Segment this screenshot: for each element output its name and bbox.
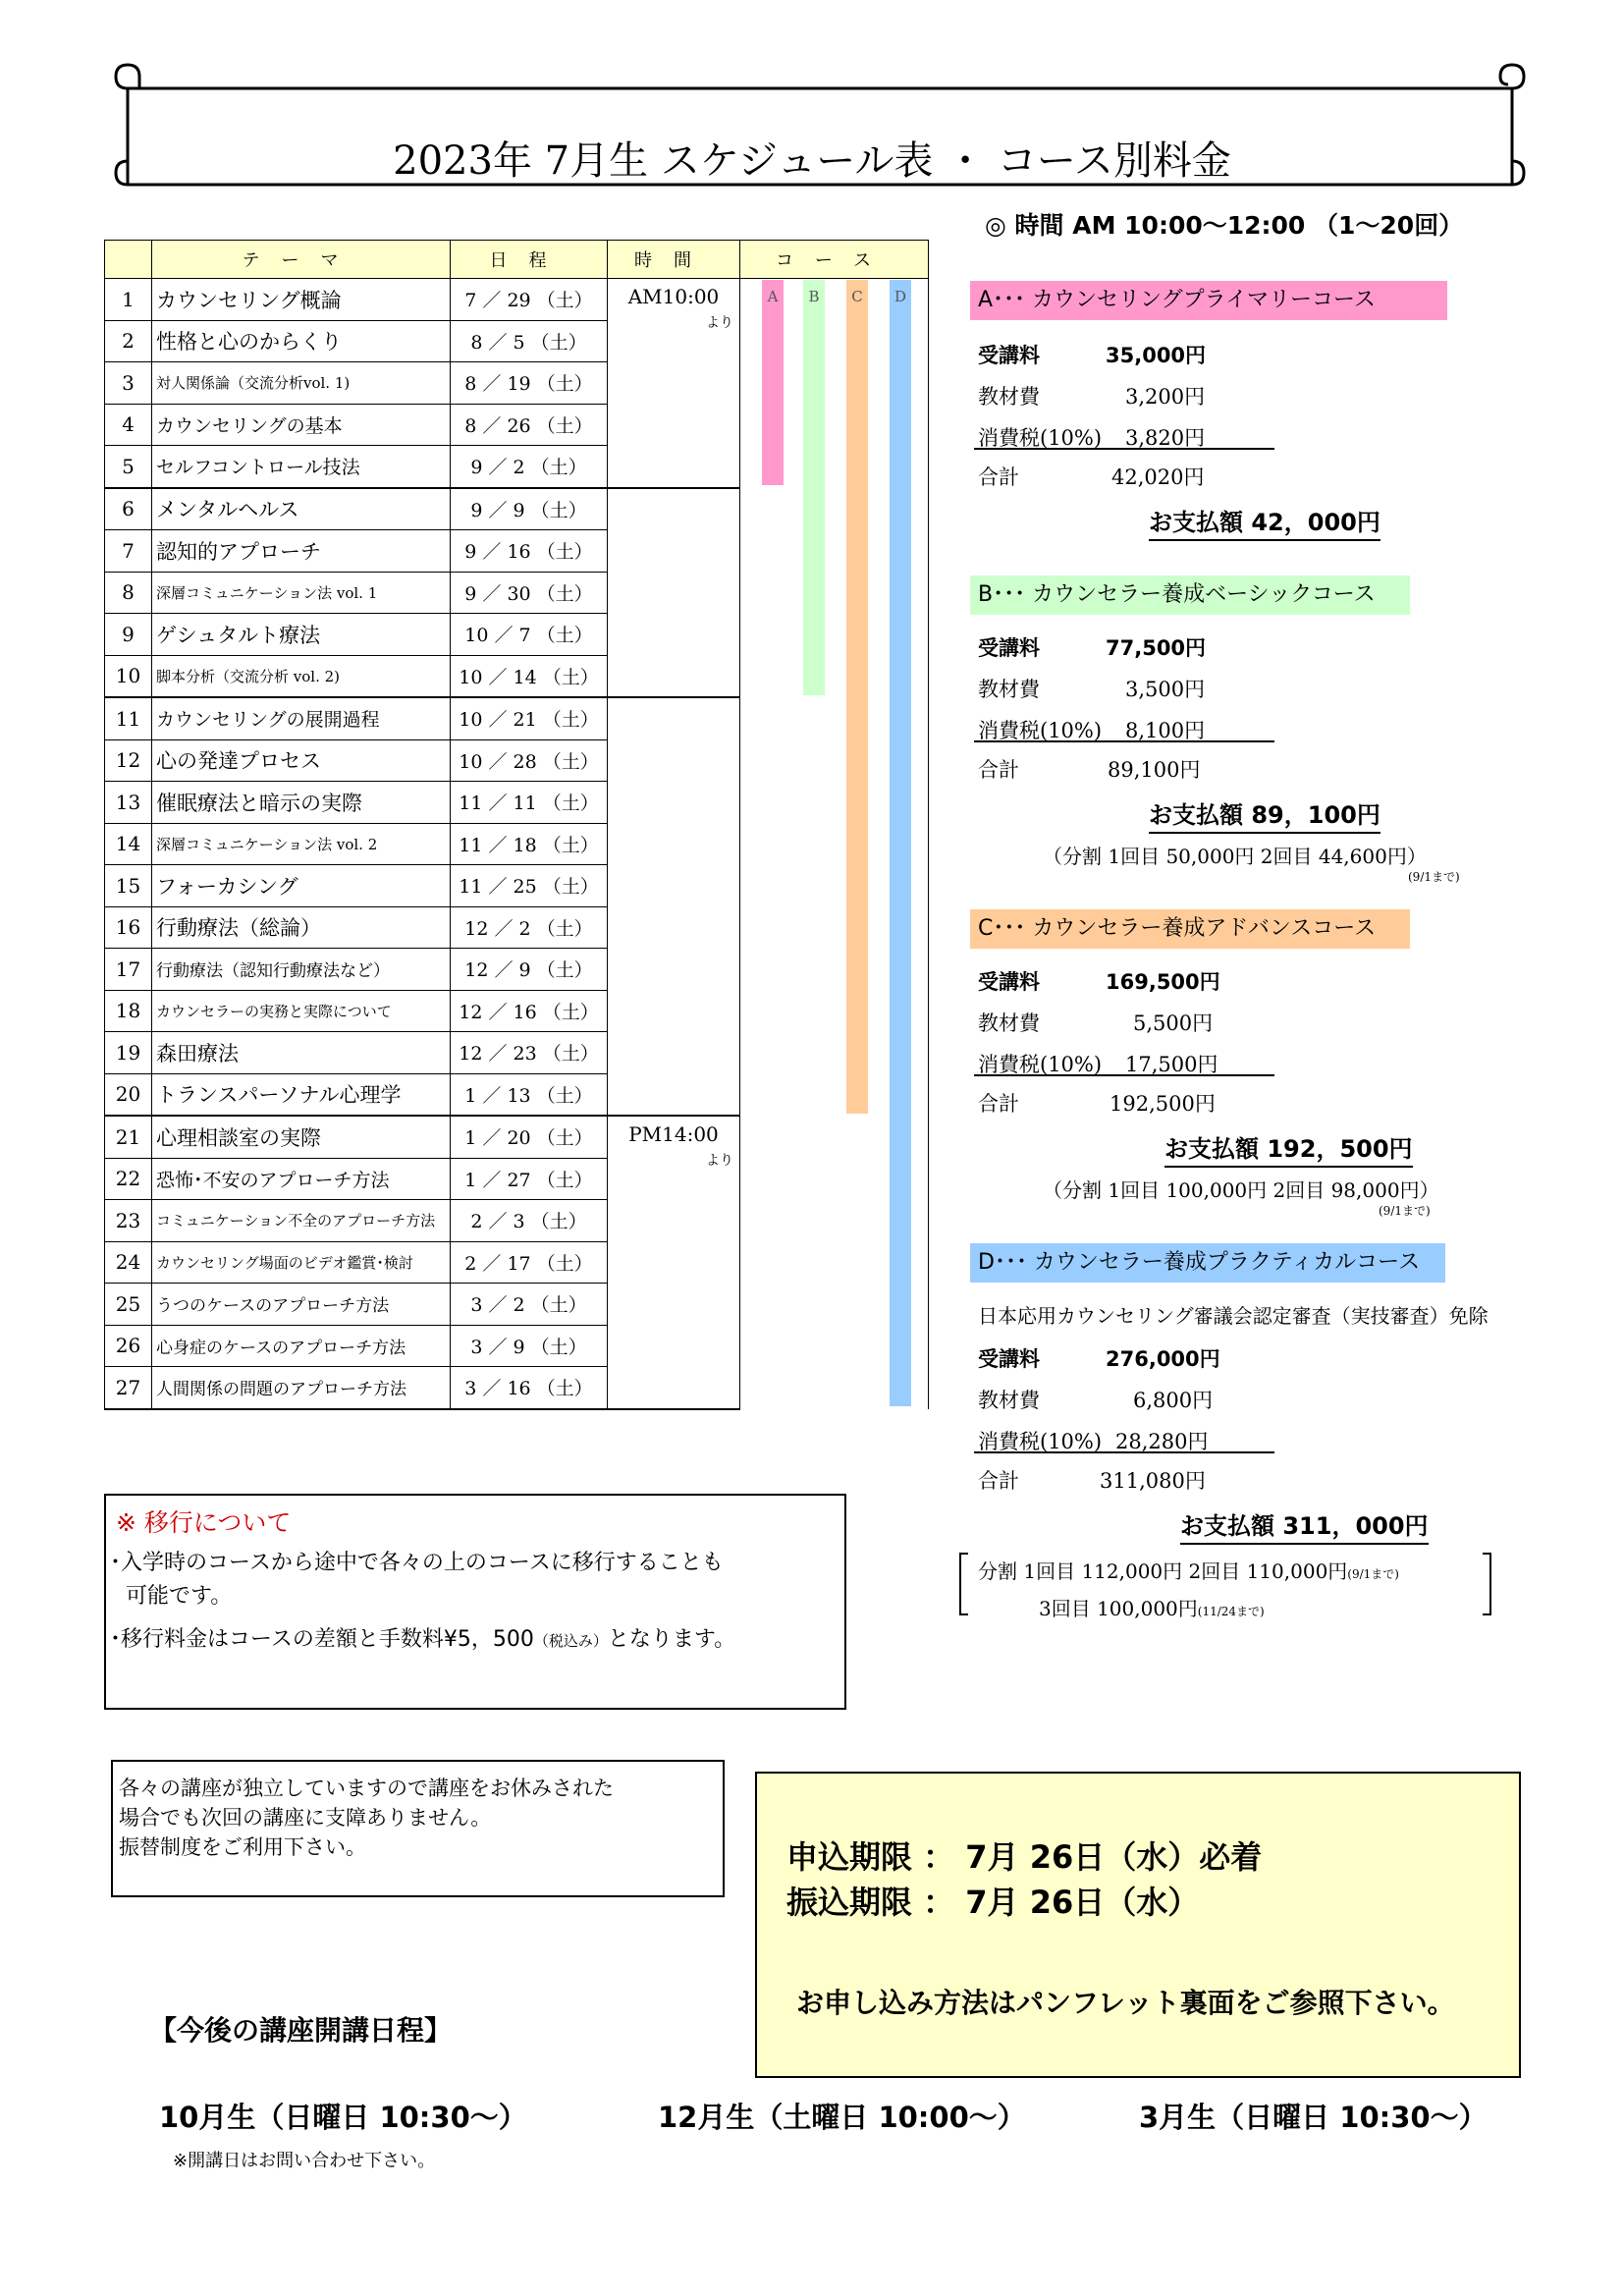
fee-a-material: 教材費 3,200円 bbox=[978, 385, 1206, 409]
fee-b-tuition: 受講料 77,500円 bbox=[978, 636, 1207, 660]
independent-note-box bbox=[111, 1760, 725, 1897]
row-date: 10 ／ 14 （土） bbox=[451, 655, 608, 697]
header-theme: テーマ bbox=[152, 241, 451, 279]
row-date: 8 ／ 5 （土） bbox=[451, 320, 608, 362]
row-number: 17 bbox=[105, 949, 152, 991]
transfer-box bbox=[104, 1494, 846, 1710]
row-theme: カウンセラーの実務と実際について bbox=[152, 990, 451, 1032]
application-method: お申し込み方法はパンフレット裏面をご参照下さい。 bbox=[796, 1987, 1455, 2019]
row-number: 27 bbox=[105, 1367, 152, 1409]
row-number: 16 bbox=[105, 906, 152, 949]
row-date: 10 ／ 28 （土） bbox=[451, 739, 608, 782]
fee-d-tuition: 受講料 276,000円 bbox=[978, 1347, 1220, 1371]
row-date: 9 ／ 2 （土） bbox=[451, 446, 608, 488]
row-date: 10 ／ 7 （土） bbox=[451, 614, 608, 656]
row-date: 2 ／ 3 （土） bbox=[451, 1200, 608, 1242]
row-time bbox=[608, 279, 740, 488]
future-title: 【今後の講座開講日程】 bbox=[149, 2014, 453, 2047]
fee-b-subtotal: 合計 89,100円 bbox=[978, 758, 1201, 782]
row-number: 9 bbox=[105, 614, 152, 656]
row-theme: カウンセリング概論 bbox=[152, 279, 451, 321]
row-date: 11 ／ 11 （土） bbox=[451, 782, 608, 824]
row-number: 12 bbox=[105, 739, 152, 782]
row-date: 12 ／ 23 （土） bbox=[451, 1032, 608, 1074]
fee-header-c: C･･･ カウンセラー養成アドバンスコース bbox=[970, 909, 1410, 949]
header-time: 時間 bbox=[608, 241, 740, 279]
row-date: 1 ／ 20 （土） bbox=[451, 1116, 608, 1158]
row-theme: うつのケースのアプローチ方法 bbox=[152, 1284, 451, 1326]
row-theme: 深層コミュニケーション法 vol. 2 bbox=[152, 823, 451, 865]
fee-d-split2: 3回目 100,000円(11/24まで) bbox=[1039, 1597, 1265, 1620]
course-label-a: A bbox=[767, 288, 779, 305]
independent-line-1: 各々の講座が独立していますので講座をお休みされた bbox=[119, 1777, 614, 1800]
row-date: 1 ／ 13 （土） bbox=[451, 1073, 608, 1116]
transfer-line-1: ･入学時のコースから途中で各々の上のコースに移行することも bbox=[110, 1551, 724, 1575]
row-date: 10 ／ 21 （土） bbox=[451, 697, 608, 739]
row-theme: カウンセリング場面のビデオ鑑賞･検討 bbox=[152, 1241, 451, 1284]
yori-label: より bbox=[706, 315, 733, 331]
row-number: 22 bbox=[105, 1158, 152, 1200]
fee-d-split1: 分割 1回目 112,000円 2回目 110,000円(9/1まで) bbox=[978, 1559, 1399, 1583]
row-date: 3 ／ 2 （土） bbox=[451, 1284, 608, 1326]
row-number: 2 bbox=[105, 320, 152, 362]
row-theme: 心の発達プロセス bbox=[152, 739, 451, 782]
row-date: 9 ／ 16 （土） bbox=[451, 530, 608, 573]
course-bar-c bbox=[846, 280, 868, 1114]
row-theme: 行動療法（総論） bbox=[152, 906, 451, 949]
fee-a-total: お支払額 42，000円 bbox=[1149, 503, 1380, 541]
row-time bbox=[608, 488, 740, 698]
row-date: 11 ／ 18 （土） bbox=[451, 823, 608, 865]
row-time bbox=[608, 1116, 740, 1409]
row-number: 14 bbox=[105, 823, 152, 865]
fee-a-tuition: 受講料 35,000円 bbox=[978, 344, 1207, 367]
fee-a-subtotal: 合計 42,020円 bbox=[978, 465, 1205, 489]
course-bar-d bbox=[890, 280, 911, 1406]
future-note: ※開講日はお問い合わせ下さい。 bbox=[173, 2151, 436, 2171]
row-theme: 恐怖･不安のアプローチ方法 bbox=[152, 1158, 451, 1200]
row-theme: 心身症のケースのアプローチ方法 bbox=[152, 1325, 451, 1367]
future-october: 10月生（日曜日 10:30〜） bbox=[159, 2101, 527, 2134]
fee-c-subtotal: 合計 192,500円 bbox=[978, 1092, 1216, 1116]
row-number: 5 bbox=[105, 446, 152, 488]
fee-a-tax: 消費税(10%) 3,820円 bbox=[978, 426, 1206, 450]
row-theme: セルフコントロール技法 bbox=[152, 446, 451, 488]
row-date: 8 ／ 26 （土） bbox=[451, 404, 608, 446]
row-theme: メンタルヘルス bbox=[152, 488, 451, 530]
course-label-b: B bbox=[808, 288, 820, 305]
row-date: 7 ／ 29 （土） bbox=[451, 279, 608, 321]
course-label-d: D bbox=[893, 288, 907, 305]
yori-label: より bbox=[706, 1153, 733, 1169]
row-theme: 深層コミュニケーション法 vol. 1 bbox=[152, 572, 451, 614]
row-theme: 対人関係論（交流分析vol. 1) bbox=[152, 362, 451, 405]
fee-b-split: （分割 1回目 50,000円 2回目 44,600円） bbox=[1043, 845, 1427, 868]
row-number: 8 bbox=[105, 572, 152, 614]
transfer-title: ※ 移行について bbox=[116, 1508, 292, 1537]
row-theme: カウンセリングの基本 bbox=[152, 404, 451, 446]
fee-d-exempt: 日本応用カウンセリング審議会認定審査（実技審査）免除 bbox=[978, 1304, 1489, 1328]
fee-c-tuition: 受講料 169,500円 bbox=[978, 970, 1220, 994]
table-row bbox=[105, 1116, 929, 1158]
fee-b-material: 教材費 3,500円 bbox=[978, 678, 1206, 701]
row-number: 10 bbox=[105, 655, 152, 697]
fee-c-tax: 消費税(10%) 17,500円 bbox=[978, 1053, 1218, 1076]
row-number: 4 bbox=[105, 404, 152, 446]
independent-line-2: 場合でも次回の講座に支障ありません。 bbox=[119, 1806, 492, 1830]
row-number: 26 bbox=[105, 1325, 152, 1367]
row-theme: 性格と心のからくり bbox=[152, 320, 451, 362]
fee-b-total: お支払額 89，100円 bbox=[1149, 795, 1380, 834]
row-number: 21 bbox=[105, 1116, 152, 1158]
transfer-line-3: ･移行料金はコースの差額と手数料¥5，500（税込み）となります。 bbox=[110, 1627, 736, 1652]
transfer-line-2: 可能です。 bbox=[126, 1584, 233, 1609]
fee-c-material: 教材費 5,500円 bbox=[978, 1011, 1214, 1035]
fee-c-split-note: (9/1まで) bbox=[1379, 1204, 1431, 1218]
row-theme: 人間関係の問題のアプローチ方法 bbox=[152, 1367, 451, 1409]
row-date: 12 ／ 9 （土） bbox=[451, 949, 608, 991]
row-number: 19 bbox=[105, 1032, 152, 1074]
fee-b-split-note: (9/1まで) bbox=[1408, 870, 1460, 884]
fee-header-b: B･･･ カウンセラー養成ベーシックコース bbox=[970, 575, 1410, 615]
row-number: 3 bbox=[105, 362, 152, 405]
fee-header-a: A･･･ カウンセリングプライマリーコース bbox=[970, 281, 1447, 320]
header-date: 日程 bbox=[451, 241, 608, 279]
row-number: 25 bbox=[105, 1284, 152, 1326]
row-number: 13 bbox=[105, 782, 152, 824]
header-course: コース bbox=[740, 241, 929, 279]
row-number: 23 bbox=[105, 1200, 152, 1242]
fee-header-d: D･･･ カウンセラー養成プラクティカルコース bbox=[970, 1243, 1445, 1283]
apply-deadline: 申込期限 ： 7月 26日（水）必着 bbox=[786, 1838, 1263, 1876]
table-header-row bbox=[105, 241, 929, 279]
row-date: 3 ／ 16 （土） bbox=[451, 1367, 608, 1409]
row-time bbox=[608, 697, 740, 1116]
am-time: AM10:00 bbox=[627, 285, 720, 308]
payment-deadline: 振込期限 ： 7月 26日（水） bbox=[786, 1884, 1200, 1921]
row-date: 2 ／ 17 （土） bbox=[451, 1241, 608, 1284]
row-date: 9 ／ 9 （土） bbox=[451, 488, 608, 530]
row-date: 1 ／ 27 （土） bbox=[451, 1158, 608, 1200]
fee-d-total: お支払額 311，000円 bbox=[1180, 1506, 1429, 1545]
row-date: 8 ／ 19 （土） bbox=[451, 362, 608, 405]
row-theme: 認知的アプローチ bbox=[152, 530, 451, 573]
row-date: 12 ／ 16 （土） bbox=[451, 990, 608, 1032]
row-theme: 行動療法（認知行動療法など） bbox=[152, 949, 451, 991]
row-theme: 森田療法 bbox=[152, 1032, 451, 1074]
course-bar-a bbox=[762, 280, 784, 485]
row-theme: 心理相談室の実際 bbox=[152, 1116, 451, 1158]
header-no bbox=[105, 241, 152, 279]
time-note: ◎ 時間 AM 10:00〜12:00 （1〜20回） bbox=[985, 211, 1464, 240]
fee-c-split: （分割 1回目 100,000円 2回目 98,000円） bbox=[1043, 1178, 1439, 1202]
course-label-c: C bbox=[851, 288, 863, 305]
row-theme: カウンセリングの展開過程 bbox=[152, 697, 451, 739]
row-number: 18 bbox=[105, 990, 152, 1032]
row-theme: ゲシュタルト療法 bbox=[152, 614, 451, 656]
row-number: 15 bbox=[105, 865, 152, 907]
row-number: 24 bbox=[105, 1241, 152, 1284]
fee-b-tax: 消費税(10%) 8,100円 bbox=[978, 719, 1206, 742]
row-number: 7 bbox=[105, 530, 152, 573]
row-theme: トランスパーソナル心理学 bbox=[152, 1073, 451, 1116]
row-date: 12 ／ 2 （土） bbox=[451, 906, 608, 949]
fee-d-material: 教材費 6,800円 bbox=[978, 1389, 1214, 1412]
fee-d-tax: 消費税(10%) 28,280円 bbox=[978, 1430, 1209, 1453]
row-number: 6 bbox=[105, 488, 152, 530]
future-december: 12月生（土曜日 10:00〜） bbox=[658, 2101, 1026, 2134]
pm-time: PM14:00 bbox=[628, 1122, 719, 1146]
row-theme: 催眠療法と暗示の実際 bbox=[152, 782, 451, 824]
fee-c-total: お支払額 192，500円 bbox=[1164, 1129, 1413, 1168]
table-row bbox=[105, 697, 929, 739]
row-number: 1 bbox=[105, 279, 152, 321]
row-number: 20 bbox=[105, 1073, 152, 1116]
deadline-box bbox=[755, 1772, 1521, 2078]
row-number: 11 bbox=[105, 697, 152, 739]
independent-line-3: 振替制度をご利用下さい。 bbox=[119, 1835, 366, 1859]
future-march: 3月生（日曜日 10:30〜） bbox=[1139, 2101, 1488, 2134]
row-date: 9 ／ 30 （土） bbox=[451, 572, 608, 614]
row-theme: コミュニケーション不全のアプローチ方法 bbox=[152, 1200, 451, 1242]
row-date: 11 ／ 25 （土） bbox=[451, 865, 608, 907]
row-theme: フォーカシング bbox=[152, 865, 451, 907]
fee-d-subtotal: 合計 311,080円 bbox=[978, 1469, 1206, 1493]
row-date: 3 ／ 9 （土） bbox=[451, 1325, 608, 1367]
row-theme: 脚本分析（交流分析 vol. 2) bbox=[152, 655, 451, 697]
course-bar-b bbox=[803, 280, 825, 695]
page-title: 2023年 7月生 スケジュール表 ・ コース別料金 bbox=[393, 138, 1231, 184]
